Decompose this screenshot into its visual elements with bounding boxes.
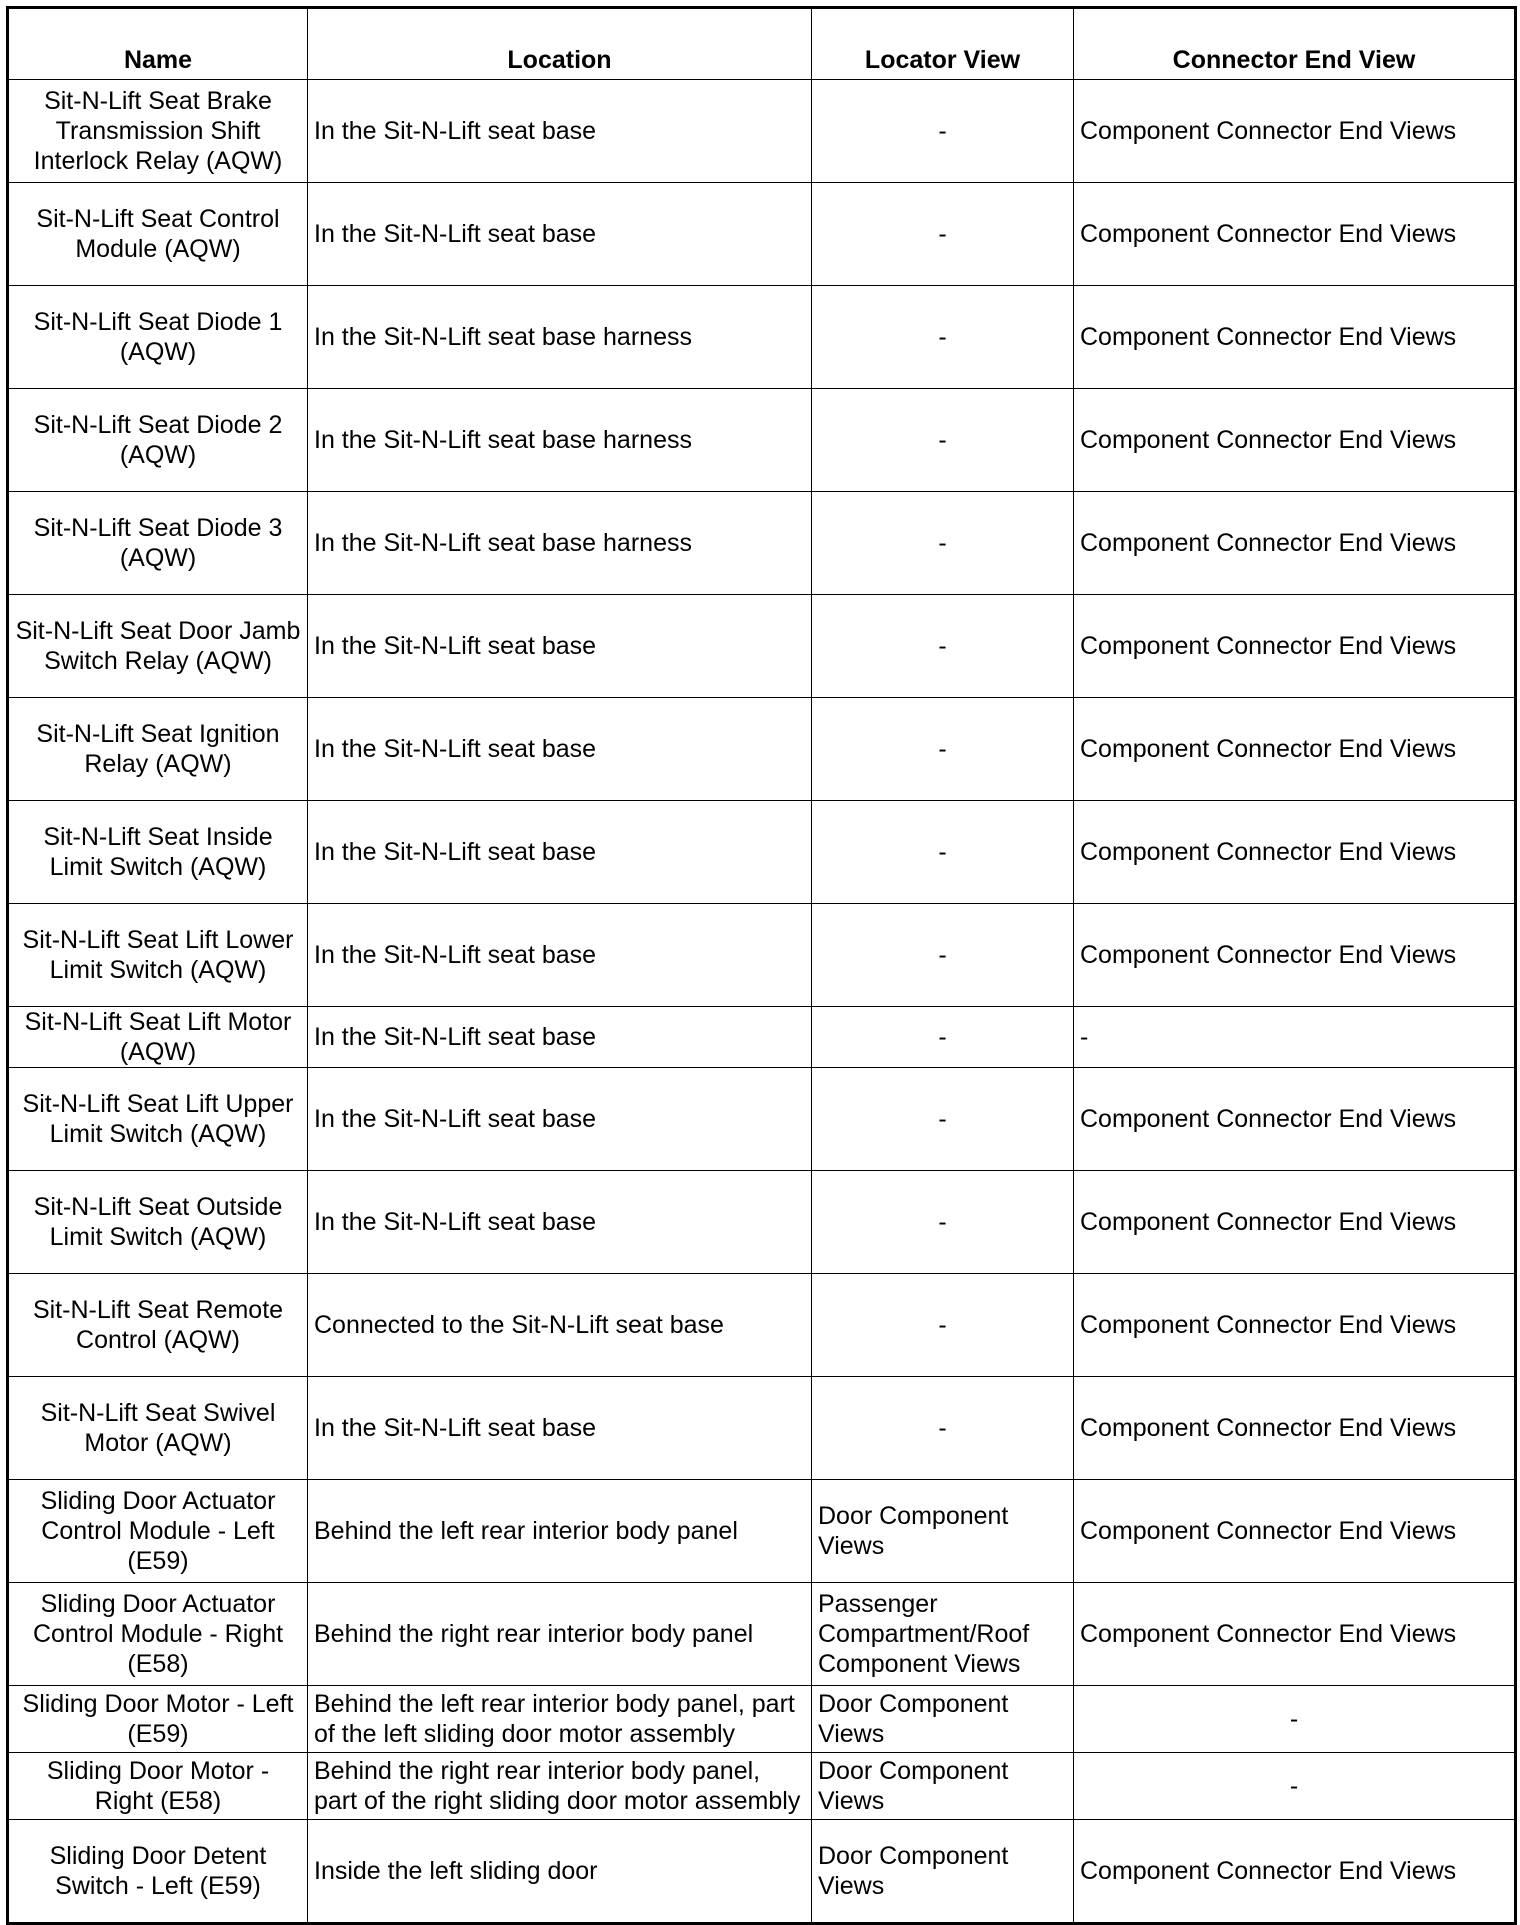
cell-location: Behind the right rear interior body panel, part of the right sliding door motor assembly [308, 1753, 812, 1820]
cell-connector-end-view[interactable]: Component Connector End Views [1074, 801, 1516, 904]
table-row [8, 80, 1516, 183]
cell-locator-view: - [812, 1377, 1074, 1480]
cell-connector-end-view[interactable]: Component Connector End Views [1074, 1377, 1516, 1480]
table-row [8, 286, 1516, 389]
cell-name: Sit-N-Lift Seat Outside Limit Switch (AQW) [8, 1171, 308, 1274]
header-location: Location [308, 8, 812, 80]
cell-connector-end-view[interactable]: Component Connector End Views [1074, 1068, 1516, 1171]
cell-location: In the Sit-N-Lift seat base [308, 1007, 812, 1068]
cell-location: Behind the left rear interior body panel [308, 1480, 812, 1583]
table-row [8, 389, 1516, 492]
cell-connector-end-view[interactable]: Component Connector End Views [1074, 595, 1516, 698]
cell-name: Sit-N-Lift Seat Lift Upper Limit Switch (AQW) [8, 1068, 308, 1171]
table-row [8, 1007, 1516, 1068]
cell-name: Sit-N-Lift Seat Brake Transmission Shift Interlock Relay (AQW) [8, 80, 308, 183]
cell-connector-end-view: - [1074, 1007, 1516, 1068]
cell-locator-view: - [812, 904, 1074, 1007]
cell-name: Sit-N-Lift Seat Lift Motor (AQW) [8, 1007, 308, 1068]
cell-connector-end-view[interactable]: Component Connector End Views [1074, 183, 1516, 286]
cell-connector-end-view[interactable]: Component Connector End Views [1074, 286, 1516, 389]
cell-location: Connected to the Sit-N-Lift seat base [308, 1274, 812, 1377]
cell-locator-view[interactable]: Door Component Views [812, 1820, 1074, 1924]
cell-name: Sliding Door Motor - Left (E59) [8, 1686, 308, 1753]
table-row [8, 1274, 1516, 1377]
table-row [8, 1480, 1516, 1583]
cell-locator-view: - [812, 595, 1074, 698]
table-row [8, 595, 1516, 698]
table-row [8, 801, 1516, 904]
cell-location: In the Sit-N-Lift seat base harness [308, 389, 812, 492]
header-row [8, 8, 1516, 80]
cell-connector-end-view[interactable]: Component Connector End Views [1074, 80, 1516, 183]
cell-name: Sit-N-Lift Seat Lift Lower Limit Switch (AQW) [8, 904, 308, 1007]
cell-locator-view[interactable]: Door Component Views [812, 1753, 1074, 1820]
table-row [8, 1068, 1516, 1171]
cell-locator-view[interactable]: Door Component Views [812, 1686, 1074, 1753]
cell-location: Behind the left rear interior body panel, part of the left sliding door motor assembly [308, 1686, 812, 1753]
table-row [8, 1377, 1516, 1480]
cell-location: Inside the left sliding door [308, 1820, 812, 1924]
table-row [8, 492, 1516, 595]
component-locator-table [6, 6, 1517, 1925]
header-connector-end-view: Connector End View [1074, 8, 1516, 80]
cell-connector-end-view: - [1074, 1686, 1516, 1753]
cell-location: In the Sit-N-Lift seat base [308, 183, 812, 286]
cell-location: In the Sit-N-Lift seat base harness [308, 492, 812, 595]
cell-location: In the Sit-N-Lift seat base [308, 1377, 812, 1480]
cell-connector-end-view[interactable]: Component Connector End Views [1074, 1583, 1516, 1686]
cell-connector-end-view[interactable]: Component Connector End Views [1074, 389, 1516, 492]
cell-locator-view[interactable]: Passenger Compartment/Roof Component Views [812, 1583, 1074, 1686]
table-row [8, 1171, 1516, 1274]
cell-locator-view: - [812, 1171, 1074, 1274]
cell-connector-end-view[interactable]: Component Connector End Views [1074, 698, 1516, 801]
cell-name: Sliding Door Actuator Control Module - Left (E59) [8, 1480, 308, 1583]
cell-location: In the Sit-N-Lift seat base [308, 80, 812, 183]
cell-connector-end-view[interactable]: Component Connector End Views [1074, 1820, 1516, 1924]
cell-locator-view[interactable]: Door Component Views [812, 1480, 1074, 1583]
cell-location: In the Sit-N-Lift seat base [308, 595, 812, 698]
table-row [8, 904, 1516, 1007]
cell-name: Sit-N-Lift Seat Swivel Motor (AQW) [8, 1377, 308, 1480]
cell-locator-view: - [812, 1274, 1074, 1377]
cell-location: In the Sit-N-Lift seat base [308, 904, 812, 1007]
table-row [8, 183, 1516, 286]
cell-locator-view: - [812, 1007, 1074, 1068]
cell-name: Sit-N-Lift Seat Door Jamb Switch Relay (AQW) [8, 595, 308, 698]
cell-connector-end-view[interactable]: Component Connector End Views [1074, 492, 1516, 595]
cell-locator-view: - [812, 698, 1074, 801]
cell-connector-end-view[interactable]: Component Connector End Views [1074, 1171, 1516, 1274]
cell-location: Behind the right rear interior body panel [308, 1583, 812, 1686]
table-row [8, 1753, 1516, 1820]
cell-name: Sliding Door Actuator Control Module - Right (E58) [8, 1583, 308, 1686]
cell-location: In the Sit-N-Lift seat base [308, 1171, 812, 1274]
cell-location: In the Sit-N-Lift seat base [308, 801, 812, 904]
cell-locator-view: - [812, 183, 1074, 286]
table-row [8, 1686, 1516, 1753]
cell-connector-end-view[interactable]: Component Connector End Views [1074, 1274, 1516, 1377]
cell-name: Sliding Door Motor - Right (E58) [8, 1753, 308, 1820]
cell-name: Sit-N-Lift Seat Control Module (AQW) [8, 183, 308, 286]
cell-name: Sliding Door Detent Switch - Left (E59) [8, 1820, 308, 1924]
cell-connector-end-view[interactable]: Component Connector End Views [1074, 904, 1516, 1007]
table-row [8, 1820, 1516, 1924]
cell-locator-view: - [812, 80, 1074, 183]
cell-locator-view: - [812, 389, 1074, 492]
cell-name: Sit-N-Lift Seat Diode 1 (AQW) [8, 286, 308, 389]
cell-locator-view: - [812, 1068, 1074, 1171]
cell-locator-view: - [812, 286, 1074, 389]
cell-name: Sit-N-Lift Seat Remote Control (AQW) [8, 1274, 308, 1377]
cell-name: Sit-N-Lift Seat Diode 3 (AQW) [8, 492, 308, 595]
header-locator-view: Locator View [812, 8, 1074, 80]
cell-locator-view: - [812, 801, 1074, 904]
cell-name: Sit-N-Lift Seat Diode 2 (AQW) [8, 389, 308, 492]
cell-name: Sit-N-Lift Seat Inside Limit Switch (AQW) [8, 801, 308, 904]
cell-location: In the Sit-N-Lift seat base [308, 698, 812, 801]
cell-connector-end-view[interactable]: Component Connector End Views [1074, 1480, 1516, 1583]
cell-location: In the Sit-N-Lift seat base harness [308, 286, 812, 389]
cell-connector-end-view: - [1074, 1753, 1516, 1820]
table-row [8, 698, 1516, 801]
table-row [8, 1583, 1516, 1686]
cell-location: In the Sit-N-Lift seat base [308, 1068, 812, 1171]
header-name: Name [8, 8, 308, 80]
cell-locator-view: - [812, 492, 1074, 595]
cell-name: Sit-N-Lift Seat Ignition Relay (AQW) [8, 698, 308, 801]
component-locator-sheet [6, 6, 1514, 1925]
